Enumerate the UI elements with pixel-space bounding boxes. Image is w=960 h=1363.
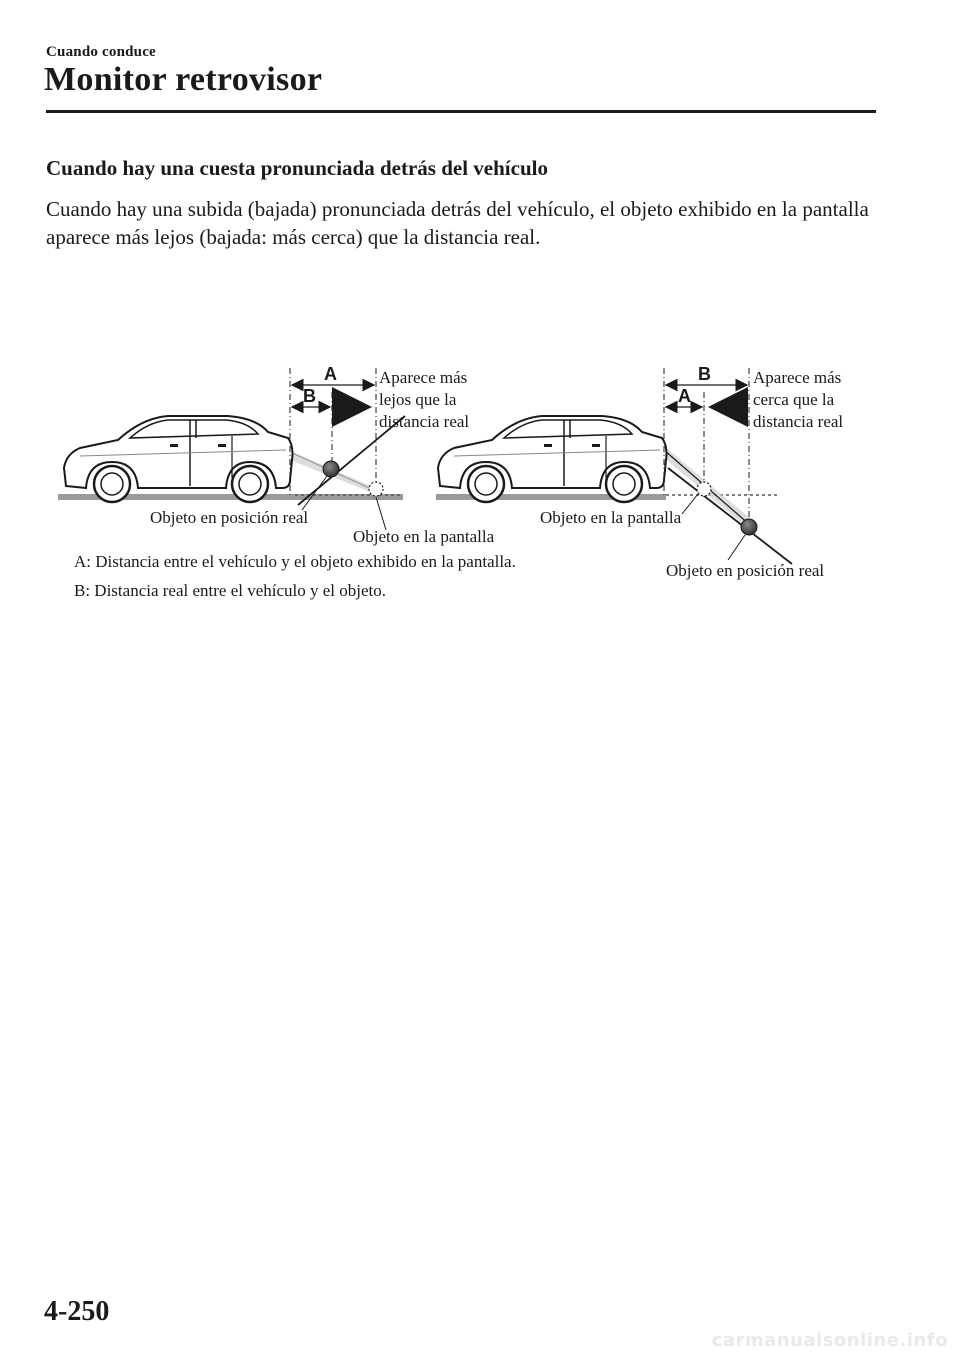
dim-label-right-top: B xyxy=(698,364,711,384)
slope-line-right xyxy=(668,468,792,564)
label-real-object-left: Objeto en posición real xyxy=(150,508,309,527)
left-diagram xyxy=(58,368,405,530)
screen-object-left xyxy=(369,482,383,496)
dim-label-left-top: A xyxy=(324,364,337,384)
legend-a: A: Distancia entre el vehículo y el objeto exhibido en la pantalla. xyxy=(74,552,516,571)
real-object-right xyxy=(741,519,757,535)
dim-label-left-bottom: B xyxy=(303,386,316,406)
label-screen-object-left: Objeto en la pantalla xyxy=(353,527,495,546)
slope-figure xyxy=(0,350,960,610)
title-rule xyxy=(46,110,876,113)
car-left xyxy=(64,416,293,502)
real-object-left xyxy=(323,461,339,477)
note-farther: Aparece más lejos que la distancia real xyxy=(379,368,470,431)
section-label: Cuando conduce xyxy=(46,44,156,60)
label-screen-object-right: Objeto en la pantalla xyxy=(540,508,682,527)
watermark: carmanualsonline.info xyxy=(711,1330,948,1351)
dim-label-right-bottom: A xyxy=(678,386,691,406)
screen-object-right xyxy=(697,482,711,496)
label-real-object-right: Objeto en posición real xyxy=(666,561,825,580)
page-number: 4-250 xyxy=(44,1296,110,1327)
note-closer: Aparece más cerca que la distancia real xyxy=(753,368,844,431)
legend-b: B: Distancia real entre el vehículo y el objeto. xyxy=(74,581,387,600)
subheading: Cuando hay una cuesta pronunciada detrás del vehículo xyxy=(46,156,548,180)
page-title: Monitor retrovisor xyxy=(44,61,323,98)
body-paragraph: Cuando hay una subida (bajada) pronunciada detrás del vehículo, el objeto exhibido en la pantalla aparece más lejos (bajada: más cerca) que la distancia real. xyxy=(46,197,869,249)
